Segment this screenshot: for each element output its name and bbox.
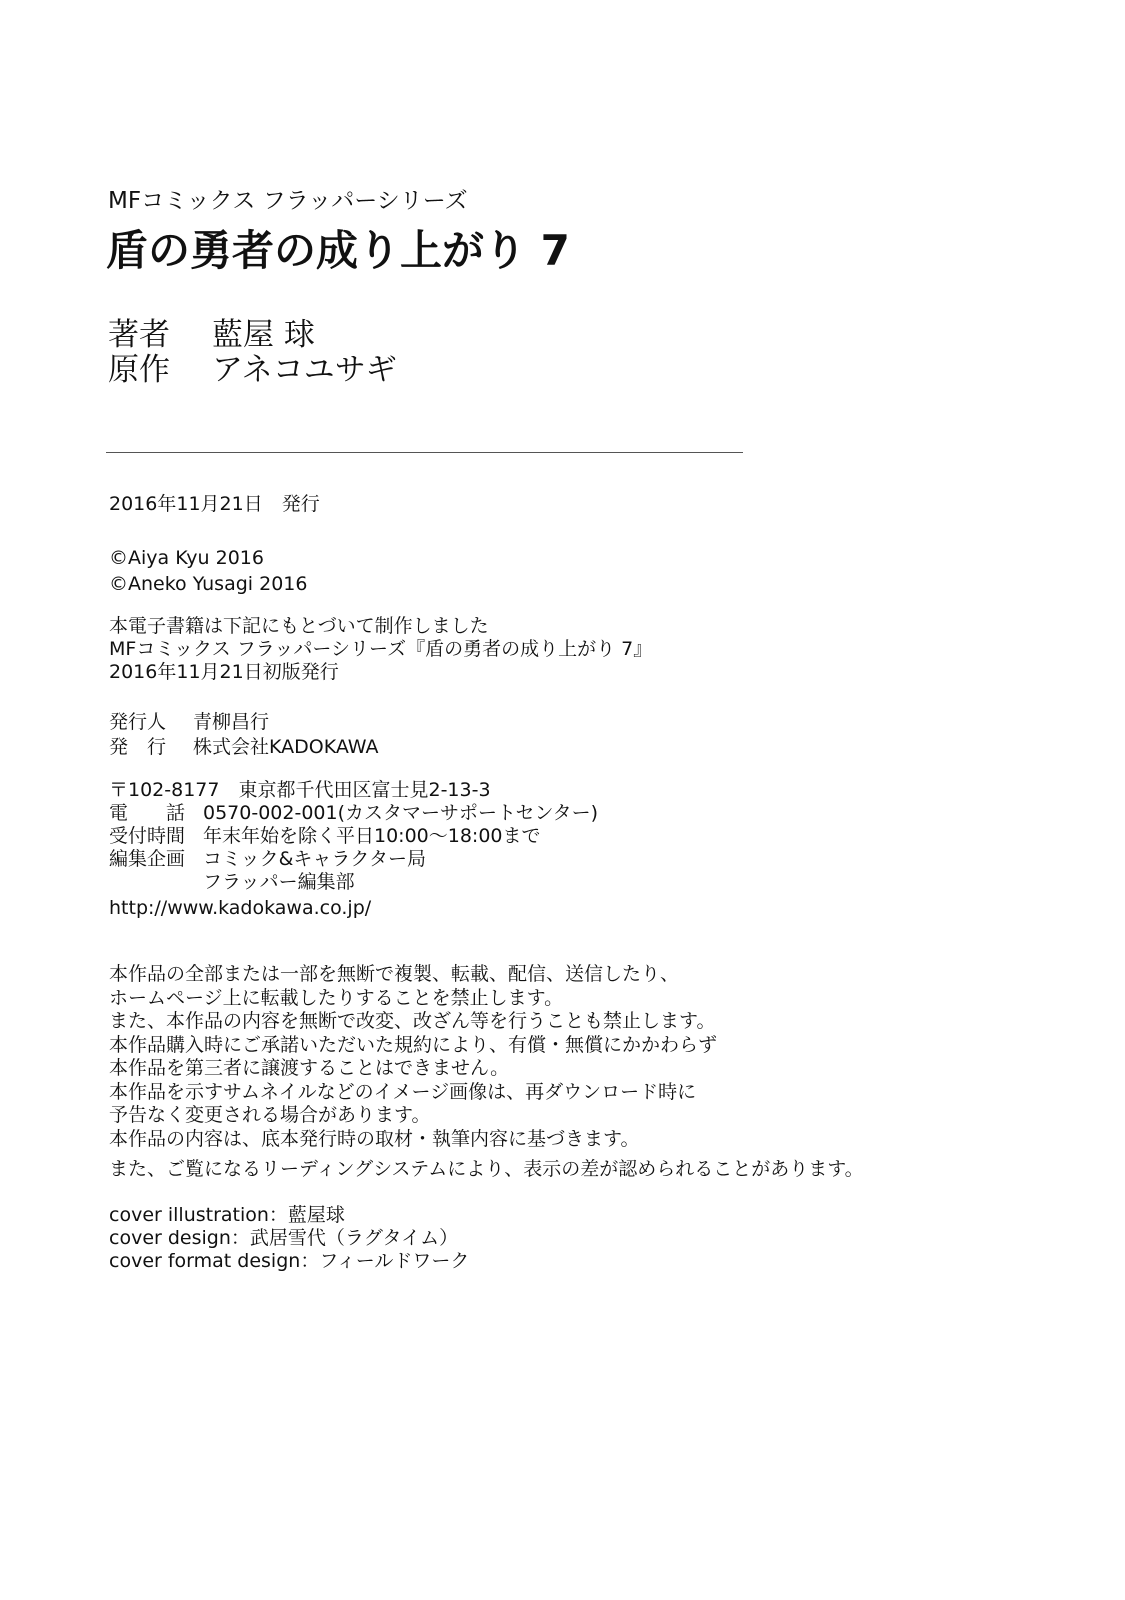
cover-format-design-credit: cover format design：フィールドワーク [109, 1250, 470, 1272]
edit-row [109, 847, 426, 871]
notice-line: 本作品の内容は、底本発行時の取材・執筆内容に基づきます。 [109, 1127, 640, 1150]
publisher-value: 株式会社KADOKAWA [193, 736, 379, 758]
series-name: MFコミックス フラッパーシリーズ [108, 188, 468, 214]
original-credit [108, 350, 397, 390]
tel-row [109, 801, 598, 825]
issuer-label: 発行人 [109, 711, 167, 733]
copyright-line-1: ©Aiya Kyu 2016 [109, 547, 264, 569]
notice-line: 本作品の全部または一部を無断で複製、転載、配信、送信したり、 [109, 963, 680, 985]
tel-value: 0570-002-001(カスタマーサポートセンター) [203, 802, 599, 824]
notice-line: 本作品を第三者に譲渡することはできません。 [109, 1057, 510, 1079]
divider [106, 452, 743, 453]
edit-row-2 [109, 870, 355, 894]
issuer-value: 青柳昌行 [193, 711, 270, 733]
notice-line: 本作品購入時にご承諾いただいた規約により、有償・無償にかかわらず [109, 1033, 718, 1056]
publication-date: 2016年11月21日 発行 [109, 493, 320, 515]
issuer-row [109, 710, 269, 734]
edit-value-2: フラッパー編集部 [203, 871, 355, 893]
author-role: 著者 [108, 317, 170, 353]
author-credit [108, 315, 315, 355]
cover-illustration-credit: cover illustration：藍屋球 [109, 1204, 345, 1226]
legal-notice [109, 962, 717, 1150]
reading-system-notice: また、ご覧になるリーディングシステムにより、表示の差が認められることがあります。 [109, 1158, 864, 1180]
publisher-label: 発 行 [109, 736, 167, 758]
copyright-line-2: ©Aneko Yusagi 2016 [109, 573, 308, 595]
notice-line: ホームページ上に転載したりすることを禁止します。 [109, 986, 564, 1009]
tel-label: 電 話 [109, 802, 186, 824]
edit-value-1: コミック&キャラクター局 [203, 848, 427, 870]
notice-line: 本作品を示すサムネイルなどのイメージ画像は、再ダウンロード時に [109, 1080, 697, 1103]
hours-value: 年末年始を除く平日10:00～18:00まで [203, 825, 541, 847]
ebook-note-line-1: 本電子書籍は下記にもとづいて制作しました [109, 615, 489, 637]
book-title: 盾の勇者の成り上がり 7 [106, 226, 570, 275]
publisher-row [109, 735, 379, 759]
ebook-note-line-3: 2016年11月21日初版発行 [109, 661, 339, 683]
hours-label: 受付時間 [109, 825, 186, 847]
notice-line: また、本作品の内容を無断で改変、改ざん等を行うことも禁止します。 [109, 1010, 716, 1032]
publisher-url: http://www.kadokawa.co.jp/ [109, 897, 372, 919]
hours-row [109, 824, 541, 848]
original-role: 原作 [108, 352, 170, 388]
original-name: アネコユサギ [212, 352, 397, 388]
postal-address: 〒102-8177 東京都千代田区富士見2-13-3 [109, 779, 491, 801]
notice-line: 予告なく変更される場合があります。 [109, 1104, 431, 1126]
cover-design-credit: cover design：武居雪代（ラグタイム） [109, 1227, 459, 1249]
author-name: 藍屋 球 [212, 317, 315, 353]
edit-label: 編集企画 [109, 848, 186, 870]
ebook-note-line-2: MFコミックス フラッパーシリーズ『盾の勇者の成り上がり 7』 [109, 638, 653, 660]
